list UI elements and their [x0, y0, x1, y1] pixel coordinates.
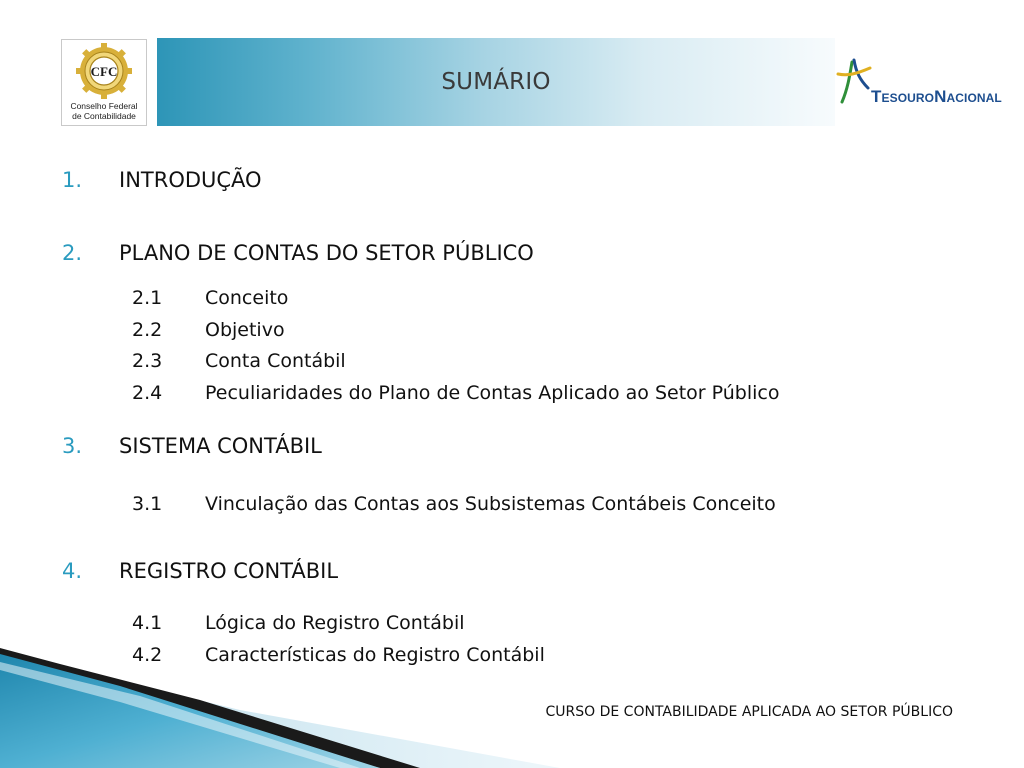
cfc-seal-icon	[62, 40, 146, 100]
tesouro-star-icon	[834, 58, 874, 106]
section-number: 4.	[62, 559, 83, 583]
section-number: 3.	[62, 434, 83, 458]
tesouro-logo-text: TESOURONACIONAL	[871, 87, 1002, 106]
subsection-number: 2.4	[132, 382, 163, 404]
subsection-item: Conta Contábil	[205, 350, 346, 372]
subsection-item: Características do Registro Contábil	[205, 644, 545, 666]
svg-text:CFC: CFC	[90, 64, 118, 79]
page-title: SUMÁRIO	[441, 69, 551, 95]
title-banner	[157, 38, 835, 126]
section-title-introducao: INTRODUÇÃO	[119, 168, 262, 192]
subsection-item: Peculiaridades do Plano de Contas Aplicado ao Setor Público	[205, 382, 780, 404]
subsection-item: Vinculação das Contas aos Subsistemas Contábeis Conceito	[205, 493, 776, 515]
footer-course-title: CURSO DE CONTABILIDADE APLICADA AO SETOR PÚBLICO	[545, 704, 953, 720]
subsection-item: Conceito	[205, 287, 289, 309]
subsection-number: 2.2	[132, 319, 163, 341]
subsection-number: 4.1	[132, 612, 163, 634]
subsection-number: 3.1	[132, 493, 163, 515]
cfc-logo	[61, 39, 147, 126]
section-number: 1.	[62, 168, 83, 192]
section-title-registro-contabil: REGISTRO CONTÁBIL	[119, 559, 339, 583]
section-title-plano-de-contas: PLANO DE CONTAS DO SETOR PÚBLICO	[119, 241, 534, 265]
subsection-number: 2.1	[132, 287, 163, 309]
subsection-number: 2.3	[132, 350, 163, 372]
cfc-caption-line1: Conselho Federal	[70, 101, 138, 111]
tesouro-nacional-logo	[834, 58, 1004, 106]
section-number: 2.	[62, 241, 83, 265]
subsection-number: 4.2	[132, 644, 163, 666]
subsection-item: Lógica do Registro Contábil	[205, 612, 465, 634]
subsection-item: Objetivo	[205, 319, 285, 341]
cfc-caption-line2: de Contabilidade	[72, 111, 136, 121]
section-title-sistema-contabil: SISTEMA CONTÁBIL	[119, 434, 322, 458]
